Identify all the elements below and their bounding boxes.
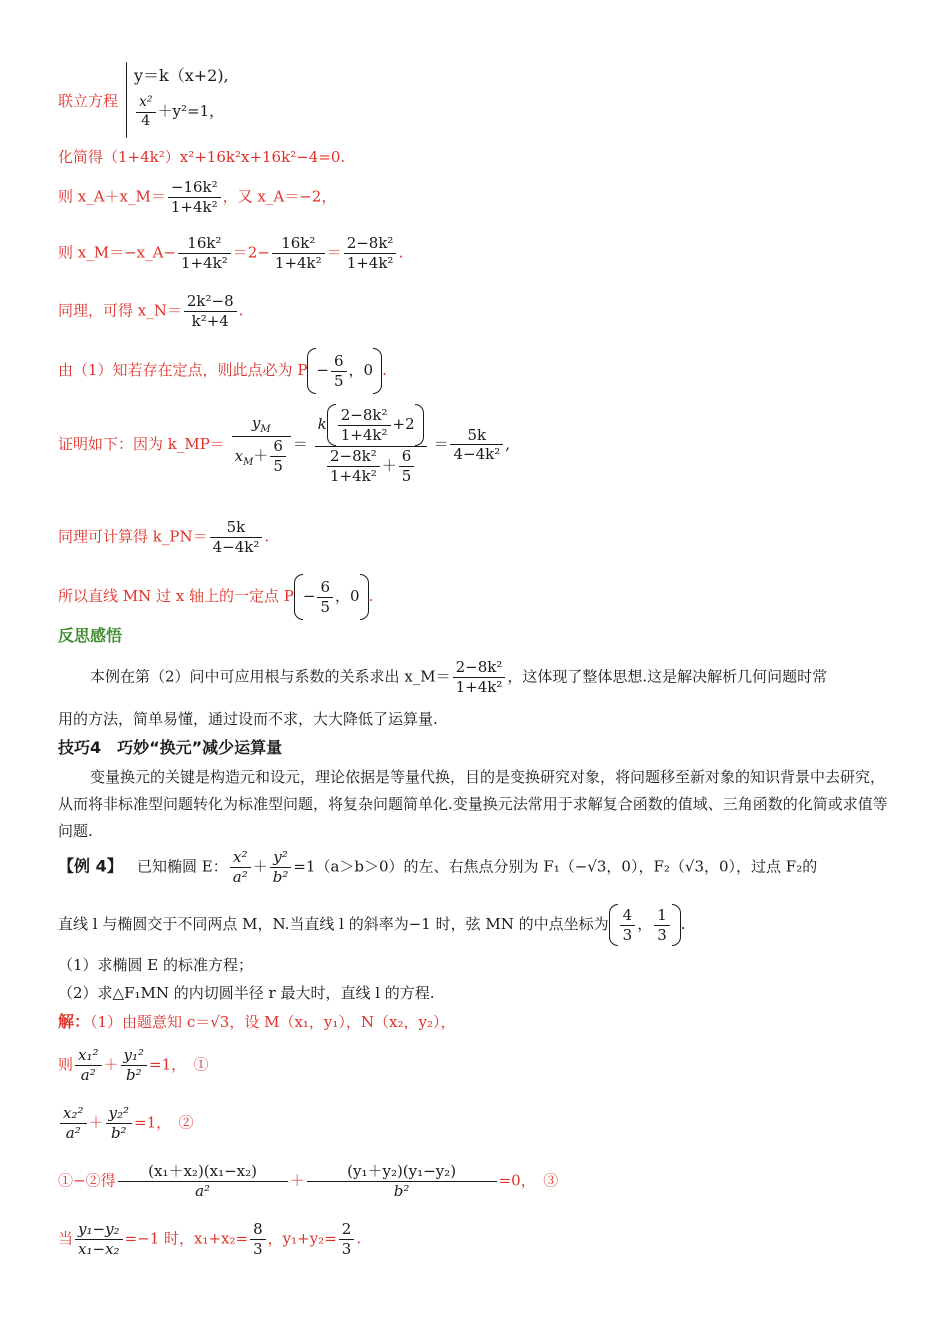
reflection-paragraph-line1: 本例在第（2）问中可应用根与系数的关系求出 x_M＝ $\frac{\text{2−8k²}}{\text{1+4k²}}$ ，这体现了整体思想.这是解决解析几何问题时常 [90, 658, 828, 696]
slope-proof-line: 证明如下：因为 k_MP＝ $y_M$ $x_M+$ $\frac{6}{5}$ ＝ k $\frac{\text{2−8k²}}{\text{1+4k²}}$ +2 $\frac{\text{2−8k²}}{\text{1+4k²}}$ ＋ $\frac{6}{5}$ ＝ $\frac{5k}{\text{4−4k²}}$ , [58, 405, 510, 485]
sum-roots-line: 则 x_A＋x_M＝ $\frac{\text{−16k²}}{\text{1+4k²}}$ ，又 x_A＝−2， [58, 178, 337, 216]
fixed-point-line: 由（1）知若存在定点，则此点必为 P − $\frac{6}{5}$ ，0 . [58, 348, 387, 394]
example-line2: 直线 l 与椭圆交于不同两点 M，N.当直线 l 的斜率为−1 时，弦 MN 的中点坐标为 $\frac{4}{3}$ ， $\frac{1}{3}$ . [58, 904, 686, 946]
reflection-paragraph-line2: 用的方法，简单易懂，通过设而不求，大大降低了运算量. [58, 710, 438, 728]
question-2: （2）求△F₁MN 的内切圆半径 r 最大时，直线 l 的方程. [58, 984, 435, 1002]
conclusion-line: 所以直线 MN 过 x 轴上的一定点 P − $\frac{6}{5}$ ，0 . [58, 574, 373, 620]
solution-line: 解：（1）由题意知 c＝√3，设 M（x₁，y₁），N（x₂，y₂）， [58, 1012, 456, 1031]
system-label: 联立方程 [58, 92, 119, 110]
example-line1: 【例 4】 已知椭圆 E： $\frac{\text{x²}}{\text{a²}}$ ＋ $\frac{\text{y²}}{\text{b²}}$ =1（a＞b＞0）的左、右焦点分别为 F₁（−√3，0），F₂（√3，0），过点 F₂的 [58, 848, 818, 886]
technique-heading: 技巧4 巧妙“换元”减少运算量 [58, 738, 283, 757]
kpn-line: 同理可计算得 k_PN＝ $\frac{5k}{\text{4−4k²}}$ . [58, 518, 270, 556]
equation-4: 当 $\frac{\text{y₁−y₂}}{\text{x₁−x₂}}$ =−1 时，x₁+x₂= $\frac{8}{3}$ ，y₁+y₂= $\frac{2}{3}$ . [58, 1220, 362, 1258]
reflection-heading: 反思感悟 [58, 626, 123, 645]
system-eq2: $\frac{\text{x²}}{4}$ ＋y²=1， [134, 94, 224, 130]
question-1: （1）求椭圆 E 的标准方程； [58, 956, 254, 974]
xn-line: 同理，可得 x_N＝ $\frac{\text{2k²−8}}{\text{k²+4}}$ . [58, 292, 244, 330]
technique-paragraph: 变量换元的关键是构造元和设元，理论依据是等量代换，目的是变换研究对象，将问题移至新对象的知识背景中去研究，从而将非标准型问题转化为标准型问题，将复杂问题简单化.变量换元法常用于求解复合函数的值域、三角函数的化简或求值等问题. [58, 768, 888, 840]
system-brace [126, 62, 127, 138]
equation-1: 则 $\frac{\text{x₁²}}{\text{a²}}$ ＋ $\frac{\text{y₁²}}{\text{b²}}$ =1， ① [58, 1046, 209, 1084]
system-eq1: y＝k（x+2), [134, 66, 229, 85]
equation-2: $\frac{\text{x₂²}}{\text{a²}}$ ＋ $\frac{\text{y₂²}}{\text{b²}}$ =1， ② [58, 1104, 194, 1143]
simplified-equation: 化简得（1+4k²）x²+16k²x+16k²−4=0. [58, 148, 346, 166]
xm-line: 则 x_M＝−x_A− $\frac{\text{16k²}}{\text{1+4k²}}$ ＝2− $\frac{\text{16k²}}{\text{1+4k²}}$ ＝ $\frac{\text{2−8k²}}{\text{1+4k²}}$ . [58, 234, 404, 272]
equation-3: ①−②得 $\frac{\text{(x₁＋x₂)(x₁−x₂)}}{\text{a²}}$ ＋ $\frac{\text{(y₁＋y₂)(y₁−y₂)}}{\text{b²}}$ =0， ③ [58, 1162, 559, 1200]
